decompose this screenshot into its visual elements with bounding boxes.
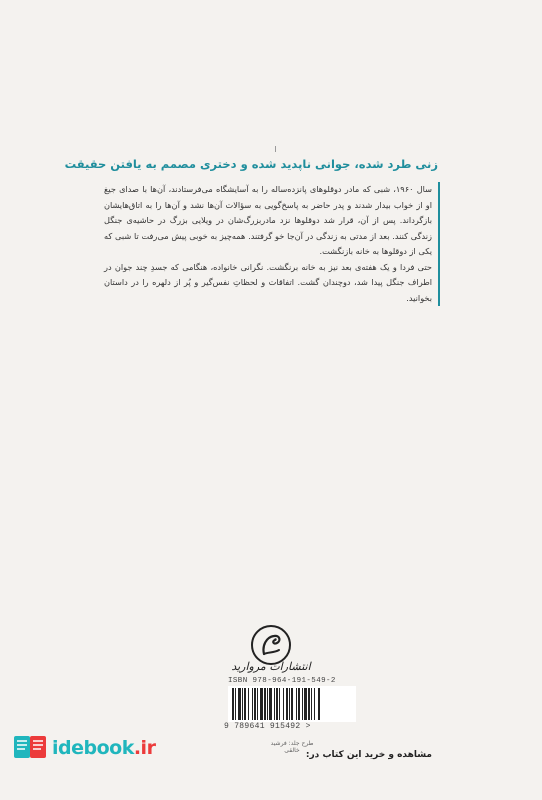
idebook-brand[interactable]	[52, 737, 155, 759]
idebook-brand-main: idebook	[52, 737, 134, 759]
isbn-text: ISBN 978-964-191-549-2	[228, 677, 336, 685]
cover-designer-credit: طرح جلد: فرشید خالقی	[270, 740, 314, 754]
barcode-bar	[235, 688, 236, 720]
barcode-bar	[291, 688, 293, 720]
barcode-bar	[289, 688, 290, 720]
idebook-logo-icon	[12, 730, 48, 766]
barcode-bar	[257, 688, 258, 720]
barcode-bar	[296, 688, 297, 720]
barcode-bar	[286, 688, 288, 720]
barcode-bar	[254, 688, 256, 720]
barcode-bar	[248, 688, 249, 720]
barcode-bar	[260, 688, 263, 720]
barcode-bar	[267, 688, 268, 720]
book-tagline: زنی طرد شده، جوانی ناپدید شده و دختری مصمم به یافتن حقیقت	[64, 157, 438, 171]
barcode-bar	[264, 688, 266, 720]
watermark-caption: مشاهده و خرید این کتاب در:	[305, 750, 432, 760]
blurb-paragraph-2: حتی فردا و یک هفته‌ی بعد نیز به خانه برنگشت. نگرانی خانواده، هنگامی که جسدِ چند جوان در اطراف جنگل پیدا شد، دوچندان گشت. اتفاقات و لحظاتِ نفس‌گیر و پُر از دلهره را در داستان بخوانید.	[104, 261, 432, 303]
blurb-paragraph-1: سال ۱۹۶۰، شبی که مادر دوقلوهای پانزده‌ساله را به آسایشگاه می‌فرستادند، آن‌ها با صدای جیغ او از خواب بیدار شدند و پدر حاضر به پاسخ‌گویی به سؤالات آن‌ها نشد و آن‌ها را به اتاق‌هایشان بازگرداند. پس از آن، قرار شد دوقلوها نزد مادربزرگ‌شان در ویلایی بزرگ در حاشیه‌ی جنگل زندگی کنند. بعد از مدتی به زندگی در آن‌جا خو گرفتند. همه‌چیز به خوبی پیش می‌رفت تا شبی که یکی از دوقلوها به خانه بازنگشت.	[104, 184, 432, 256]
barcode-bar	[314, 688, 315, 720]
barcode-bar	[252, 688, 253, 720]
barcode-bar	[232, 688, 234, 720]
barcode-bar	[308, 688, 310, 720]
barcode-number: 9 789641 915492 >	[224, 722, 311, 731]
publisher-name: انتشارات مروارید	[231, 660, 311, 673]
barcode-bar	[244, 688, 246, 720]
barcode-bar	[242, 688, 243, 720]
barcode	[228, 686, 356, 722]
blurb-block	[104, 182, 440, 306]
barcode-bar	[269, 688, 272, 720]
barcode-bar	[238, 688, 241, 720]
barcode-bar	[283, 688, 284, 720]
idebook-brand-tld: .ir	[133, 737, 156, 759]
barcode-bar	[276, 688, 278, 720]
barcode-bar	[318, 688, 320, 720]
barcode-bar	[298, 688, 300, 720]
barcode-bar	[311, 688, 312, 720]
barcode-bar	[274, 688, 275, 720]
cover-tick-mark	[275, 146, 276, 152]
barcode-bar	[304, 688, 307, 720]
barcode-bar	[302, 688, 303, 720]
barcode-bar	[279, 688, 280, 720]
